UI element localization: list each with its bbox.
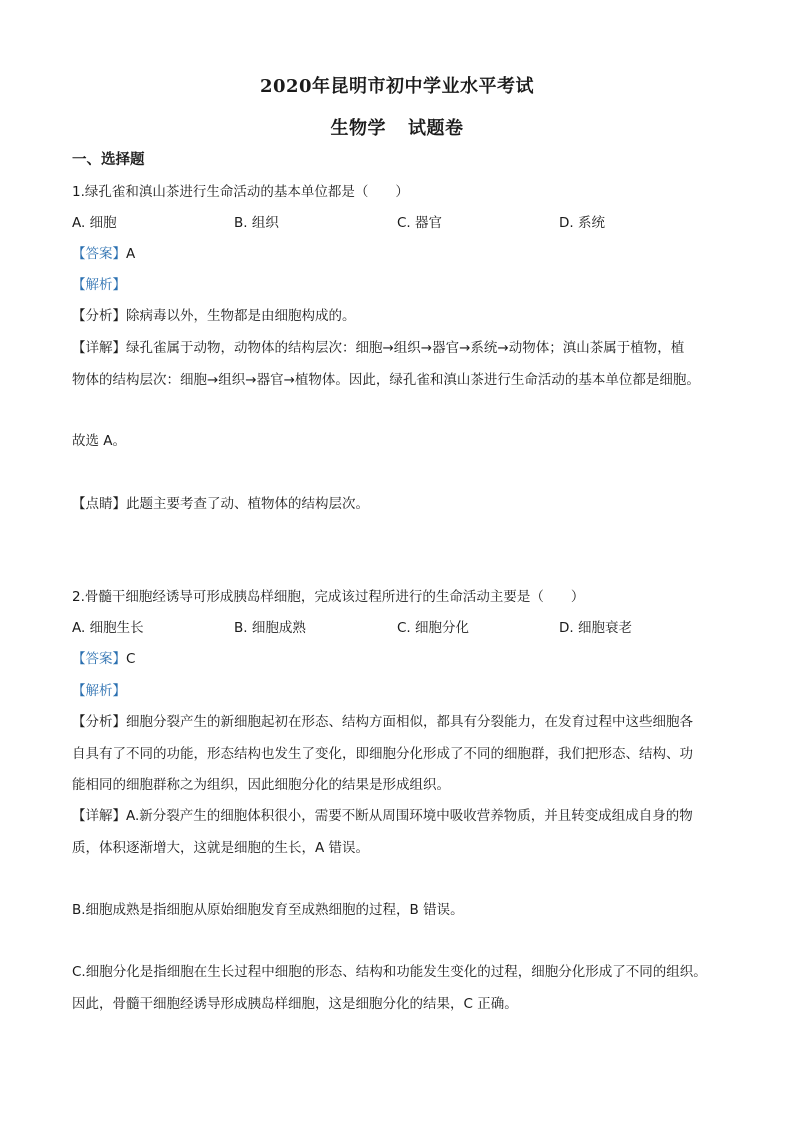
page-title: 2020年昆明市初中学业水平考试 bbox=[259, 76, 535, 97]
q1-comment bbox=[72, 494, 369, 514]
q1-analysis-tag: 【分析】 bbox=[72, 308, 126, 324]
q2-answer bbox=[72, 649, 135, 669]
q2-jiexi-tag: 【解析】 bbox=[72, 683, 126, 699]
q1-detail-text1: 绿孔雀属于动物，动物体的结构层次：细胞→组织→器官→系统→动物体；滇山茶属于植物，植 bbox=[126, 340, 685, 356]
q2-stem: 2.骨髓干细胞经诱导可形成胰岛样细胞，完成该过程所进行的生命活动主要是（ ） bbox=[72, 589, 585, 605]
q2-option-a: A. 细胞生长 bbox=[72, 620, 144, 636]
q2-answer-tag: 【答案】 bbox=[72, 651, 126, 667]
q1-detail-line1 bbox=[72, 338, 684, 358]
q2-detail-c-line2: 因此，骨髓干细胞经诱导形成胰岛样细胞，这是细胞分化的结果，C 正确。 bbox=[72, 996, 518, 1012]
q1-option-c: C. 器官 bbox=[397, 215, 443, 231]
q1-answer-tag: 【答案】 bbox=[72, 246, 126, 262]
q1-analysis-text: 除病毒以外，生物都是由细胞构成的。 bbox=[126, 308, 356, 324]
q1-options bbox=[72, 213, 722, 233]
q2-detail-a-line1 bbox=[72, 806, 693, 826]
q2-option-b: B. 细胞成熟 bbox=[234, 620, 306, 636]
q2-option-d: D. 细胞衰老 bbox=[559, 620, 632, 636]
q1-comment-text: 此题主要考查了动、植物体的结构层次。 bbox=[126, 496, 369, 512]
page-subtitle bbox=[0, 114, 794, 140]
q1-stem: 1.绿孔雀和滇山茶进行生命活动的基本单位都是（ ） bbox=[72, 184, 409, 200]
q1-detail-line2: 物体的结构层次：细胞→组织→器官→植物体。因此，绿孔雀和滇山茶进行生命活动的基本单位都是细胞。 bbox=[72, 372, 700, 388]
q2-detail-tag: 【详解】 bbox=[72, 808, 126, 824]
q1-choose: 故选 A。 bbox=[72, 433, 127, 449]
q1-answer-value: A bbox=[126, 246, 136, 262]
q2-detail-a-text1: A.新分裂产生的细胞体积很小，需要不断从周围环境中吸收营养物质，并且转变成组成自身的物 bbox=[126, 808, 693, 824]
subtitle-subject: 生物学 bbox=[330, 118, 386, 139]
subtitle-paper: 试题卷 bbox=[408, 118, 464, 139]
q2-detail-a-line2: 质，体积逐渐增大，这就是细胞的生长，A 错误。 bbox=[72, 840, 370, 856]
q1-option-d: D. 系统 bbox=[559, 215, 605, 231]
q2-analysis-line2: 自具有了不同的功能，形态结构也发生了变化，即细胞分化形成了不同的细胞群，我们把形态、结构、功 bbox=[72, 746, 693, 762]
q1-option-a: A. 细胞 bbox=[72, 215, 117, 231]
q1-option-b: B. 组织 bbox=[234, 215, 279, 231]
q2-analysis-line1 bbox=[72, 712, 693, 732]
q1-answer bbox=[72, 244, 135, 264]
q1-detail-tag: 【详解】 bbox=[72, 340, 126, 356]
q1-comment-tag: 【点睛】 bbox=[72, 496, 126, 512]
section-heading: 一、选择题 bbox=[72, 152, 145, 168]
q2-analysis-text1: 细胞分裂产生的新细胞起初在形态、结构方面相似，都具有分裂能力，在发育过程中这些细胞各 bbox=[126, 714, 693, 730]
q2-answer-value: C bbox=[126, 651, 136, 667]
q1-jiexi-tag: 【解析】 bbox=[72, 277, 126, 293]
q2-analysis-line3: 能相同的细胞群称之为组织，因此细胞分化的结果是形成组织。 bbox=[72, 777, 450, 793]
q2-detail-b: B.细胞成熟是指细胞从原始细胞发育至成熟细胞的过程，B 错误。 bbox=[72, 902, 464, 918]
q2-option-c: C. 细胞分化 bbox=[397, 620, 470, 636]
q2-analysis-tag: 【分析】 bbox=[72, 714, 126, 730]
q1-analysis bbox=[72, 306, 356, 326]
q2-options bbox=[72, 618, 722, 638]
q2-detail-c-line1: C.细胞分化是指细胞在生长过程中细胞的形态、结构和功能发生变化的过程，细胞分化形成了不同的组织。 bbox=[72, 964, 707, 980]
